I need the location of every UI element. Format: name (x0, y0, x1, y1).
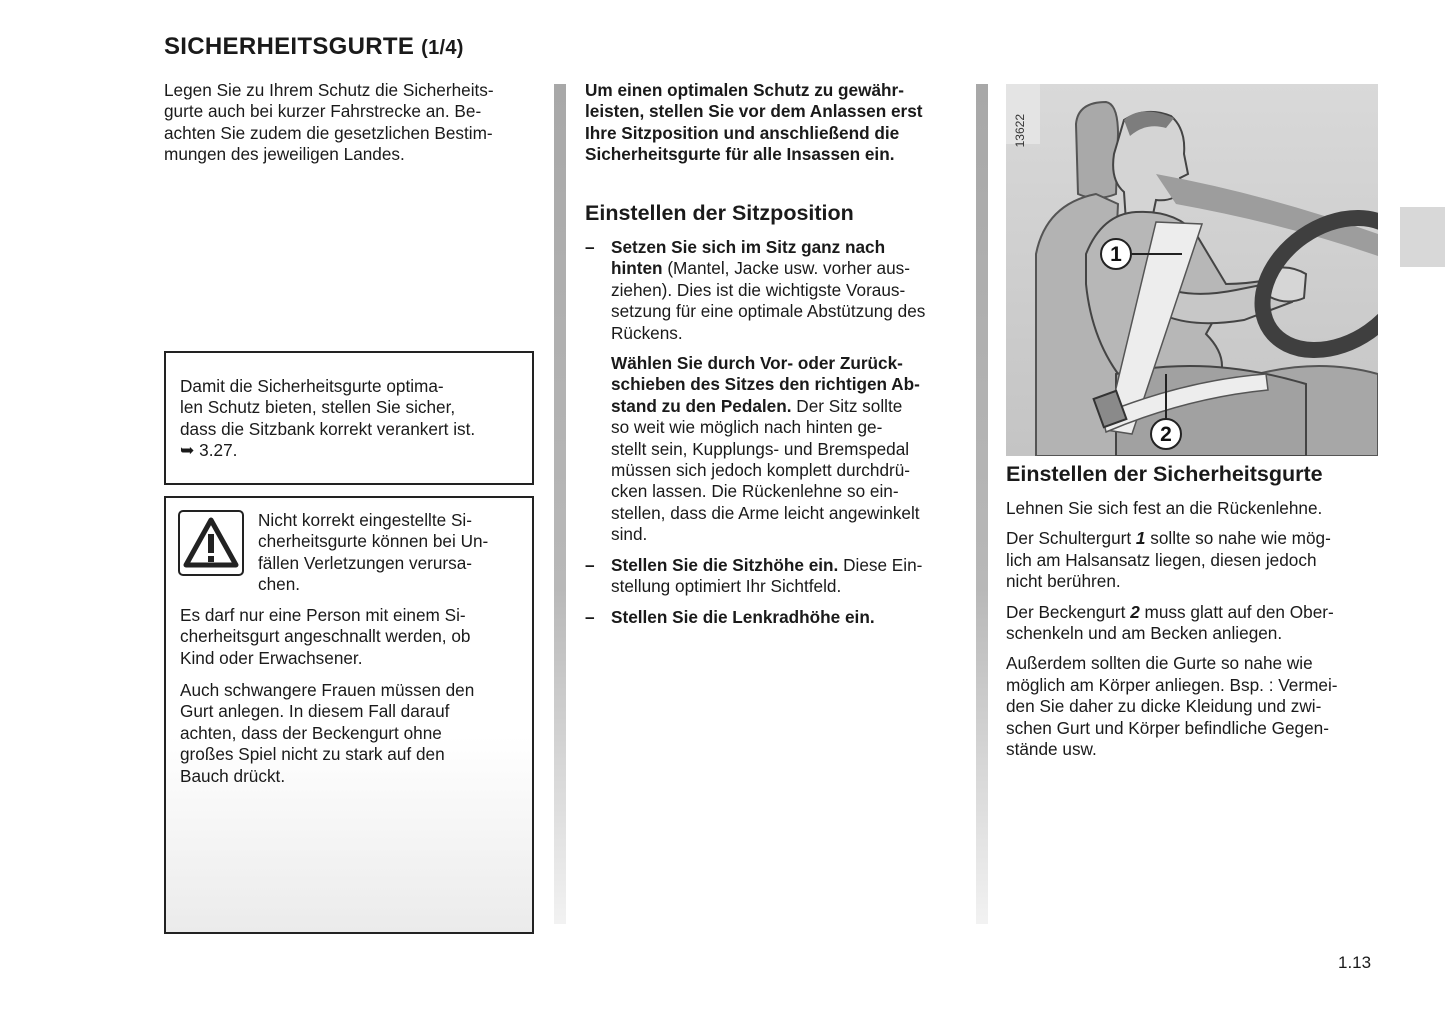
note-text: Damit die Sicherheitsgurte optima- len Schutz bieten, stellen Sie sicher, dass die Sitzbank korrekt verankert ist. ➥ 3.27. (180, 376, 519, 462)
warning-paragraph-2: Es darf nur eine Person mit einem Si- cherheitsgurt angeschnallt werden, ob Kind oder Erwachsener. (180, 605, 471, 668)
page-reference: ➥ 3.27. (180, 440, 238, 461)
driver-seatbelt-drawing (1006, 84, 1378, 456)
seatbelt-illustration (1006, 84, 1378, 456)
title-part: (1/4) (421, 37, 464, 59)
page-number: 1.13 (1338, 953, 1372, 972)
list-item: – Stellen Sie die Sitzhöhe ein. Diese Ein- stellung optimiert Ihr Sichtfeld. (585, 554, 923, 597)
callout-1: 1 (1110, 243, 1122, 266)
column-separator-1 (554, 84, 566, 924)
warning-text: Nicht korrekt eingestellte Si- cherheitsgurte können bei Un- fällen Verletzungen verursa- chen. (258, 510, 489, 595)
page-title (164, 33, 464, 61)
warning-box (164, 496, 534, 934)
section-heading-belts: Einstellen der Sicherheitsgurte (1006, 462, 1323, 486)
title-main: SICHERHEITSGURTE (164, 33, 415, 60)
figure-code: 13622 (1013, 114, 1027, 148)
warning-paragraph-3: Auch schwangere Frauen müssen den Gurt anlegen. In diesem Fall darauf achten, dass der Beckengurt ohne großes Spiel nicht zu stark auf den Bauch drückt. (180, 680, 475, 786)
note-box (164, 351, 534, 485)
list-item: – Stellen Sie die Lenkradhöhe ein. (585, 606, 875, 627)
belt-instructions: Lehnen Sie sich fest an die Rückenlehne. Der Schultergurt 1 sollte so nahe wie mög- lich am Halsansatz liegen, diesen jedoch nicht berühren. Der Beckengurt 2 muss glatt auf den Ober- schenkeln und am Becken anliegen. Außerdem sollten die Gurte so nahe wie möglich am Körper anliegen. Bsp. : Vermei- den Sie daher zu dicke Kleidung und zwi- schen Gurt und Körper befindliche Gegen- stände usw. (1006, 498, 1338, 760)
section-heading-seat: Einstellen der Sitzposition (585, 201, 854, 225)
warning-triangle-icon (178, 510, 244, 576)
list-item: – Setzen Sie sich im Sitz ganz nach hinten (Mantel, Jacke usw. vorher aus- ziehen). Dies ist die wichtigste Voraus- setzung für eine optimale Abstützung des Rückens. (585, 237, 926, 343)
column-separator-2 (976, 84, 988, 924)
callout-2: 2 (1160, 423, 1172, 446)
chapter-tab (1400, 207, 1445, 267)
intro-paragraph: Legen Sie zu Ihrem Schutz die Sicherheits- gurte auch bei kurzer Fahrstrecke an. Be- achten Sie zudem die gesetzlichen Bestim- mungen des jeweiligen Landes. (164, 80, 494, 165)
seat-instructions (585, 237, 956, 637)
intro-bold-paragraph: Um einen optimalen Schutz zu gewähr- leisten, stellen Sie vor dem Anlassen erst Ihre Sitzposition und anschließend die Sicherheitsgurte für alle Insassen ein. (585, 80, 923, 165)
list-item-continuation: Wählen Sie durch Vor- oder Zurück- schieben des Sitzes den richtigen Ab- stand zu den Pedalen. Der Sitz sollte so weit wie möglich nach hinten ge- stellt sein, Kupplungs- und Bremspedal müssen sich jedoch komplett durchdrü- cken lassen. Die Rückenlehne so ein- stellen, dass die Arme leicht angewinkelt sind. (611, 353, 920, 545)
